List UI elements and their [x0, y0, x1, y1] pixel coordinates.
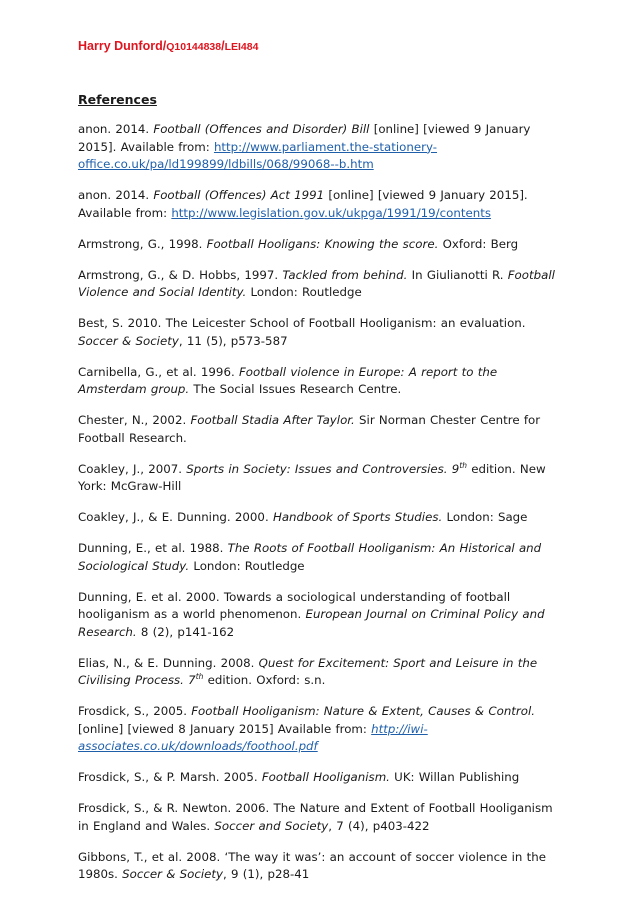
reference-title: Sports in Society: Issues and Controversies. 9 [186, 461, 460, 476]
reference-title: Soccer & Society [78, 333, 179, 348]
reference-title: Soccer & Society [122, 867, 223, 881]
reference-entry [78, 769, 562, 787]
reference-title: Football violence in Europe: A report to the Amsterdam group. [78, 364, 498, 396]
reference-title: Football Stadia After Taylor. [190, 413, 355, 427]
reference-text: , 9 (1), p28-41 [223, 867, 310, 881]
reference-title: Football Hooligans: Knowing the score. [206, 236, 439, 251]
reference-text: Best, S. 2010. The Leicester School of Football Hooliganism: an evaluation. [78, 316, 526, 330]
reference-entry [78, 236, 562, 254]
reference-text: Dunning, E. et al. 2000. Towards a sociological understanding of football hooliganism as a world phenomenon. [78, 589, 511, 621]
reference-entry [78, 703, 562, 756]
reference-text: London: Sage [442, 510, 528, 524]
reference-text: anon. 2014. [78, 188, 154, 202]
reference-link[interactable]: http://www.parliament.the-stationery-office.co.uk/pa/ld199899/ldbills/068/99068--b.htm [78, 139, 438, 171]
module-code: LEI484 [224, 41, 259, 53]
reference-title: Football Hooliganism: Nature & Extent, Causes & Control. [191, 704, 536, 718]
reference-title: Football Hooliganism. [261, 770, 390, 784]
reference-entry [78, 589, 562, 642]
reference-title: Quest for Excitement: Sport and Leisure in the Civilising Process. 7 [78, 655, 538, 687]
reference-text: [online] [viewed 9 January 2015]. Available from: [78, 188, 528, 220]
reference-entry [78, 315, 562, 350]
reference-text: Sir Norman Chester Centre for Football Research. [78, 413, 541, 445]
reference-entry [78, 121, 562, 174]
reference-text: London: Routledge [246, 285, 362, 299]
reference-text: Armstrong, G., & D. Hobbs, 1997. [78, 267, 283, 282]
reference-title: Football Violence and Social Identity. [78, 267, 555, 299]
reference-text: Frosdick, S., & P. Marsh. 2005. [78, 770, 262, 784]
reference-entry [78, 800, 562, 835]
document-header [78, 39, 258, 53]
edition-superscript: th [459, 460, 468, 470]
reference-text: , 11 (5), p573-587 [178, 333, 288, 348]
reference-text: Coakley, J., & E. Dunning. 2000. [78, 510, 273, 524]
reference-text: Frosdick, S., 2005. [78, 704, 192, 718]
reference-entry [78, 849, 562, 884]
reference-list [78, 121, 562, 897]
header-separator: / [162, 39, 167, 53]
reference-entry [78, 187, 562, 222]
reference-entry [78, 364, 562, 399]
reference-title: Handbook of Sports Studies. [272, 510, 443, 524]
reference-entry [78, 267, 562, 302]
reference-text: [online] [viewed 9 January 2015]. Available from: [78, 122, 531, 154]
reference-title: The Roots of Football Hooliganism: An Historical and Sociological Study. [78, 541, 542, 573]
author-name: Harry Dunford [78, 39, 163, 53]
reference-entry [78, 655, 562, 690]
reference-text: edition. New York: McGraw-Hill [78, 461, 546, 493]
reference-entry [78, 461, 562, 496]
reference-text: [online] [viewed 8 January 2015] Available from: [78, 721, 372, 736]
reference-entry [78, 540, 562, 575]
reference-text: Frosdick, S., & R. Newton. 2006. The Nature and Extent of Football Hooliganism in England and Wales. [78, 801, 553, 833]
reference-entry [78, 412, 562, 447]
reference-text: Carnibella, G., et al. 1996. [78, 364, 239, 379]
reference-text: 8 (2), p141-162 [136, 624, 235, 639]
reference-link[interactable]: http://www.legislation.gov.uk/ukpga/1991/19/contents [171, 205, 491, 220]
reference-text: Dunning, E., et al. 1988. [78, 541, 228, 555]
header-separator: / [221, 39, 225, 53]
reference-title: Tackled from behind. [282, 267, 408, 282]
reference-text: Chester, N., 2002. [78, 413, 191, 427]
reference-text: edition. Oxford: s.n. [203, 673, 326, 687]
reference-text: Oxford: Berg [438, 236, 519, 251]
reference-text: , 7 (4), p403-422 [328, 818, 430, 833]
reference-text: Elias, N., & E. Dunning. 2008. [78, 655, 259, 670]
reference-text: Gibbons, T., et al. 2008. ‘The way it was’: an account of soccer violence in the 1980s. [78, 849, 547, 881]
reference-title: European Journal on Criminal Policy and Research. [78, 607, 545, 639]
reference-entry [78, 509, 562, 527]
reference-title: Soccer and Society [214, 818, 329, 833]
student-id: Q10144838 [166, 41, 222, 53]
reference-text: In Giulianotti R. [407, 267, 508, 282]
reference-title: Football (Offences and Disorder) Bill [153, 122, 370, 136]
reference-text: London: Routledge [189, 558, 305, 573]
reference-text: anon. 2014. [78, 122, 154, 136]
section-title: References [78, 92, 157, 107]
reference-title: Football (Offences) Act 1991 [153, 188, 325, 202]
edition-superscript: th [195, 672, 204, 682]
reference-text: The Social Issues Research Centre. [189, 382, 402, 396]
reference-text: Coakley, J., 2007. [78, 461, 187, 476]
reference-text: Armstrong, G., 1998. [78, 236, 207, 251]
reference-text: UK: Willan Publishing [389, 770, 520, 784]
reference-link[interactable]: http://iwi-associates.co.uk/downloads/foothool.pdf [78, 721, 428, 753]
